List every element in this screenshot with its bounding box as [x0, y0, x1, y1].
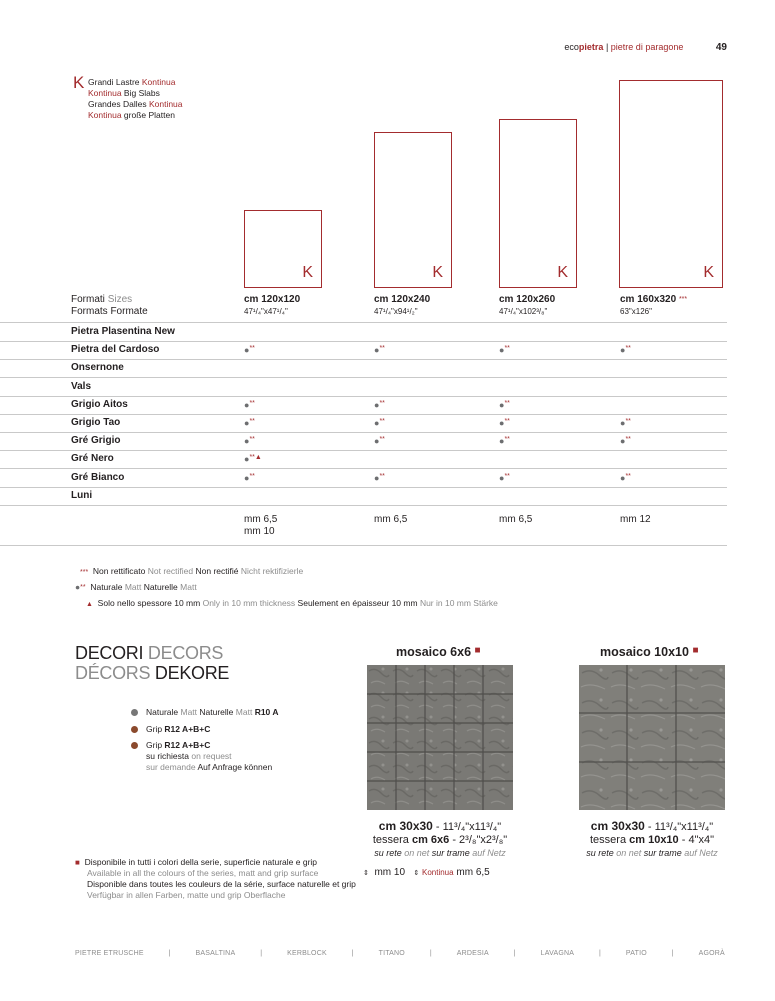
note-10mm-only: ▲ Solo nello spessore 10 mm Only in 10 mm thickness Seulement en épaisseur 10 mm Nur in 10 mm Stärke — [86, 598, 498, 608]
note-not-rectified: *** Non rettificato Not rectified Non rectifié Nicht rektifizierle — [80, 566, 304, 576]
kontinua-k-icon: K — [73, 73, 85, 92]
thickness-arrow-icon: ⇕ — [413, 870, 420, 877]
availability-mark: ●** — [620, 418, 631, 428]
table-row — [0, 323, 727, 342]
mosaic-thickness: ⇕ mm 10 ⇕ Kontinua mm 6,5 — [363, 867, 490, 878]
legend-line-fr: Grandes Dalles Kontinua — [88, 99, 183, 109]
grip-dot-icon — [131, 726, 138, 733]
mosaic-10x10-title: mosaico 10x10 ■ — [600, 645, 699, 659]
availability-mark: ●** — [374, 345, 385, 356]
table-row — [0, 396, 727, 415]
slab-120x260 — [499, 119, 577, 288]
footer-item[interactable]: BASALTINA — [195, 950, 236, 957]
legend-line-en: Kontinua Big Slabs — [88, 88, 160, 98]
availability-mark: ●** — [499, 436, 510, 447]
footer-separator: | — [598, 950, 602, 957]
legend-line-it: Grandi Lastre Kontinua — [88, 77, 176, 87]
availability-mark: ●** — [244, 436, 255, 447]
table-row — [0, 341, 727, 360]
series-name: Grigio Aitos — [71, 398, 128, 410]
red-square-icon: ■ — [75, 858, 80, 867]
series-name: Gré Bianco — [71, 471, 125, 483]
availability-mark: ●** — [244, 418, 255, 428]
slab-120x240 — [374, 132, 452, 288]
series-name: Pietra Plasentina New — [71, 326, 175, 337]
availability-note: ■ Disponibile in tutti i colori della serie, superficie naturale e grip Available in all the colours of the series, matt and grip surface Disponible dans toutes les couleurs de la série, surface naturelle et grip Verfügbar in allen Farben, matte und grip Oberflache — [75, 857, 356, 900]
mosaic-6x6-title: mosaico 6x6 ■ — [396, 645, 481, 659]
availability-mark: ●** — [499, 345, 510, 356]
decori-title: DECORI DECORS DÉCORS DEKORE — [75, 643, 230, 683]
table-row — [0, 432, 727, 451]
availability-mark: ●** — [620, 345, 631, 356]
footer-item[interactable]: TITANO — [378, 950, 405, 957]
footer-separator: | — [671, 950, 674, 957]
table-row — [0, 469, 727, 488]
header-separator: | — [605, 42, 609, 52]
series-name: Luni — [71, 489, 93, 501]
natural-dot-icon: ● — [75, 582, 81, 592]
availability-mark: ●** — [620, 472, 631, 483]
table-row — [0, 487, 727, 506]
footer-item[interactable]: ARDESIA — [456, 950, 489, 957]
format-col-4: cm 160x320 *** 63"x126" — [620, 294, 688, 316]
availability-mark: ●** — [620, 436, 631, 447]
table-row — [0, 414, 727, 433]
availability-mark: ●** — [244, 472, 255, 483]
availability-mark: ●** — [244, 345, 255, 356]
brand-pietra: pietra — [578, 42, 604, 52]
footer-separator: | — [513, 950, 516, 957]
format-col-2: cm 120x240 47¹/₄"x94¹/₂" — [374, 294, 431, 316]
series-name: Gré Grigio — [71, 435, 121, 447]
footer-item[interactable]: PATIO — [625, 950, 647, 957]
table-row — [0, 378, 727, 397]
mosaic-10x10-image — [579, 665, 725, 810]
kontinua-k-icon: K — [302, 264, 313, 281]
footer-separator: | — [260, 950, 263, 957]
collection-name: pietre di paragone — [610, 42, 684, 52]
triangle-icon: ▲ — [254, 454, 262, 462]
availability-mark: ●** — [499, 399, 510, 410]
series-name: Vals — [71, 380, 92, 392]
brand-eco: eco — [564, 42, 579, 52]
thickness-col-2: mm 6,5 — [374, 514, 408, 525]
footer-separator: | — [351, 950, 354, 957]
series-name: Onsernone — [71, 362, 124, 374]
finish-grip: Grip R12 A+B+C — [131, 724, 210, 735]
table-row — [0, 450, 727, 469]
page-header — [564, 42, 727, 53]
thickness-col-4: mm 12 — [620, 514, 651, 525]
grip-request-dot-icon — [131, 742, 138, 749]
footer-item[interactable]: PIETRE ETRUSCHE — [75, 950, 144, 957]
availability-mark: ●** — [499, 418, 510, 428]
formats-label: Formati Sizes Formats Formate — [71, 294, 148, 317]
format-col-1: cm 120x120 47¹/₄"x47¹/₄" — [244, 294, 301, 316]
series-name: Gré Nero — [71, 453, 114, 465]
mosaic-10x10-caption: cm 30x30 - 11³/₄"x11³/₄" tessera cm 10x10 - 4"x4" su rete on net sur trame auf Netz — [586, 819, 718, 858]
series-name: Grigio Tao — [71, 417, 121, 428]
availability-mark: ●** — [374, 472, 385, 483]
slab-160x320 — [619, 80, 723, 288]
availability-mark: ●** — [374, 418, 385, 428]
footer-separator: | — [168, 950, 171, 957]
series-name: Pietra del Cardoso — [71, 344, 160, 356]
footer-item[interactable]: KERBLOCK — [287, 950, 327, 957]
slab-120x120 — [244, 210, 322, 288]
finish-grip-request: Grip R12 A+B+C su richiesta on request sur demande Auf Anfrage können — [131, 740, 272, 773]
availability-mark: ●**▲ — [244, 454, 262, 465]
availability-mark: ●** — [499, 472, 510, 483]
thickness-arrow-icon: ⇕ — [363, 870, 369, 877]
availability-mark: ●** — [374, 436, 385, 447]
footer-separator: | — [429, 950, 432, 957]
mosaic-6x6-image — [367, 665, 513, 810]
availability-mark: ●** — [244, 399, 255, 410]
note-natural-matt: ●** Naturale Matt Naturelle Matt — [75, 582, 197, 592]
footer-item[interactable]: LAVAGNA — [540, 950, 575, 957]
kontinua-k-icon: K — [432, 264, 443, 281]
mosaic-6x6-caption: cm 30x30 - 11³/₄"x11³/₄" tessera cm 6x6 - 2³/₈"x2³/₈" su rete on net sur trame auf Netz — [372, 819, 508, 858]
natural-dot-icon — [131, 709, 138, 716]
finish-natural: Naturale Matt Naturelle Matt R10 A — [131, 707, 278, 718]
thickness-col-3: mm 6,5 — [499, 514, 533, 525]
availability-mark: ●** — [374, 399, 385, 410]
page-number: 49 — [715, 42, 727, 53]
collection-footer-nav — [75, 950, 725, 957]
footer-item[interactable]: AGORÀ — [698, 950, 725, 957]
kontinua-k-icon: K — [703, 264, 714, 281]
table-bottom-line — [0, 545, 727, 546]
legend-line-de: Kontinua große Platten — [88, 110, 175, 120]
kontinua-legend — [73, 73, 183, 121]
thickness-col-1: mm 6,5 mm 10 — [244, 514, 278, 537]
triangle-icon: ▲ — [86, 601, 93, 608]
format-col-3: cm 120x260 47¹/₄"x102³/₈" — [499, 294, 556, 316]
kontinua-k-icon: K — [557, 264, 568, 281]
table-row — [0, 359, 727, 378]
